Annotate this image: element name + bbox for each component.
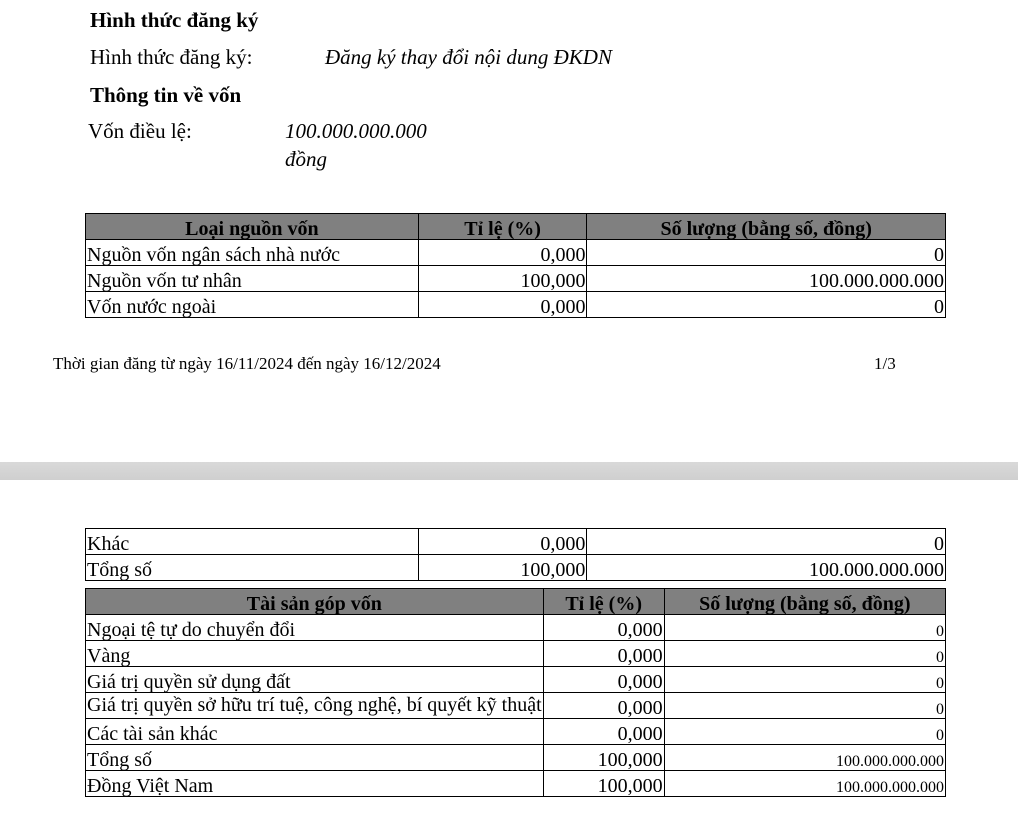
row-amount: 0 (587, 529, 946, 555)
capital-section-title: Thông tin về vốn (90, 83, 242, 107)
table-row (86, 693, 946, 719)
row-ratio: 0,000 (543, 641, 664, 667)
column-header: Số lượng (bằng số, đồng) (664, 589, 945, 615)
row-amount: 100.000.000.000 (587, 555, 946, 581)
contributed-assets-table (85, 588, 946, 797)
table-row (86, 555, 946, 581)
row-label: Vốn nước ngoài (86, 292, 419, 318)
table-row (86, 667, 946, 693)
page-separator (0, 462, 1018, 480)
row-amount: 100.000.000.000 (664, 745, 945, 771)
row-ratio: 0,000 (418, 240, 587, 266)
row-ratio: 100,000 (418, 266, 587, 292)
charter-capital-unit: đồng (285, 147, 327, 171)
row-label: Ngoại tệ tự do chuyển đổi (86, 615, 544, 641)
table-row (86, 771, 946, 797)
document-page-2 (0, 480, 1018, 823)
table-row (86, 745, 946, 771)
capital-source-table (85, 213, 946, 318)
row-amount: 100.000.000.000 (664, 771, 945, 797)
row-label: Các tài sản khác (86, 719, 544, 745)
row-ratio: 0,000 (543, 719, 664, 745)
row-ratio: 0,000 (418, 529, 587, 555)
row-label: Giá trị quyền sở hữu trí tuệ, công nghệ, bí quyết kỹ thuật (86, 693, 544, 719)
registration-value: Đăng ký thay đổi nội dung ĐKDN (325, 45, 612, 69)
column-header: Tỉ lệ (%) (543, 589, 664, 615)
publication-period: Thời gian đăng từ ngày 16/11/2024 đến ngày 16/12/2024 (53, 354, 441, 373)
row-amount: 0 (664, 615, 945, 641)
row-amount: 0 (664, 667, 945, 693)
column-header: Tỉ lệ (%) (418, 214, 587, 240)
column-header: Loại nguồn vốn (86, 214, 419, 240)
table-row (86, 529, 946, 555)
row-label: Nguồn vốn tư nhân (86, 266, 419, 292)
table-row (86, 266, 946, 292)
row-label: Tổng số (86, 745, 544, 771)
table-row (86, 615, 946, 641)
row-label: Nguồn vốn ngân sách nhà nước (86, 240, 419, 266)
row-label: Vàng (86, 641, 544, 667)
row-ratio: 0,000 (418, 292, 587, 318)
row-amount: 0 (664, 719, 945, 745)
registration-section-title: Hình thức đăng ký (90, 8, 259, 32)
row-amount: 0 (587, 240, 946, 266)
table-row (86, 240, 946, 266)
row-ratio: 100,000 (543, 771, 664, 797)
page-number: 1/3 (874, 354, 896, 373)
row-amount: 100.000.000.000 (587, 266, 946, 292)
charter-capital-label: Vốn điều lệ: (88, 119, 192, 143)
row-ratio: 0,000 (543, 667, 664, 693)
registration-label: Hình thức đăng ký: (90, 45, 253, 69)
row-label: Tổng số (86, 555, 419, 581)
row-amount: 0 (664, 693, 945, 719)
table-row (86, 292, 946, 318)
row-ratio: 0,000 (543, 615, 664, 641)
row-label: Giá trị quyền sử dụng đất (86, 667, 544, 693)
table-header-row (86, 589, 946, 615)
row-ratio: 100,000 (418, 555, 587, 581)
column-header: Số lượng (bằng số, đồng) (587, 214, 946, 240)
column-header: Tài sản góp vốn (86, 589, 544, 615)
table-row (86, 641, 946, 667)
table-row (86, 719, 946, 745)
charter-capital-amount: 100.000.000.000 (285, 119, 427, 143)
row-label: Đồng Việt Nam (86, 771, 544, 797)
row-amount: 0 (664, 641, 945, 667)
row-ratio: 100,000 (543, 745, 664, 771)
row-ratio: 0,000 (543, 693, 664, 719)
row-amount: 0 (587, 292, 946, 318)
capital-source-table-continued (85, 528, 946, 581)
table-header-row (86, 214, 946, 240)
row-label: Khác (86, 529, 419, 555)
